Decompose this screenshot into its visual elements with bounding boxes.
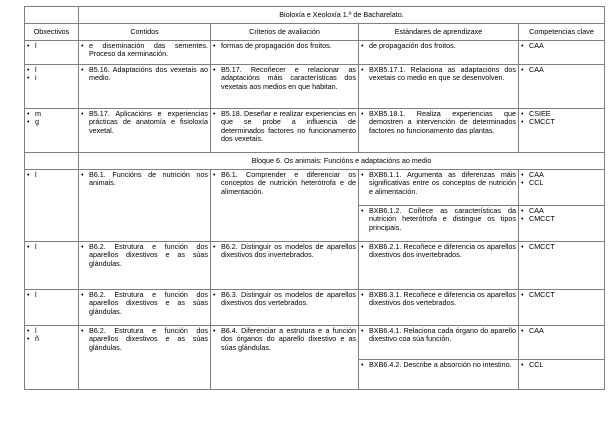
standards-cell — [359, 326, 519, 360]
standard-item: • BXB6.1.1. Argumenta as diferenzas máis significativas entre os conceptos de nutrición e alimentación. — [361, 171, 516, 196]
competences-cell — [519, 360, 605, 390]
content-item: • e diseminación das sementes. Proceso da xerminación. — [81, 42, 208, 59]
competences-cell — [519, 242, 605, 290]
competence-item: • CAA — [521, 66, 602, 74]
contents-cell — [79, 290, 211, 326]
criterion-item: • B5.18. Deseñar e realizar experiencias en que se probe a influencia de determinados factores no funcionamento dos vexetais. — [213, 110, 356, 144]
title-row — [25, 7, 605, 24]
competence-item: • CMCCT — [521, 243, 602, 251]
competence-item: • CCL — [521, 179, 602, 187]
table-row — [25, 290, 605, 326]
standard-item: • BXB6.4.2. Describe a absorción no intestino. — [361, 361, 516, 369]
competences-cell — [519, 290, 605, 326]
table-row — [25, 109, 605, 153]
table-row — [25, 65, 605, 109]
standards-cell — [359, 290, 519, 326]
table-row — [25, 326, 605, 360]
competence-item: • CAA — [521, 207, 602, 215]
objective-item: • l — [27, 171, 76, 179]
standards-cell — [359, 170, 519, 206]
table-title: Bioloxía e Xeoloxía 1.º de Bacharelato. — [79, 7, 605, 24]
criteria-cell — [211, 65, 359, 109]
competence-item: • CMCCT — [521, 118, 602, 126]
objectives-cell — [25, 170, 79, 242]
contents-cell — [79, 170, 211, 242]
competences-cell — [519, 206, 605, 242]
objective-item: • l — [27, 327, 76, 335]
content-item: • B6.1. Funcións de nutrición nos animais. — [81, 171, 208, 188]
contents-cell — [79, 326, 211, 390]
header-objectives: Obxectivos — [25, 24, 79, 41]
objective-item: • l — [27, 243, 76, 251]
contents-cell — [79, 41, 211, 65]
criterion-item: • B6.3. Distinguir os modelos de aparellos dixestivos dos vertebrados. — [213, 291, 356, 308]
competences-cell — [519, 65, 605, 109]
criteria-cell — [211, 170, 359, 242]
contents-cell — [79, 242, 211, 290]
content-item: • B6.2. Estrutura e función dos aparellos dixestivos e as súas glándulas. — [81, 243, 208, 268]
objectives-cell — [25, 65, 79, 109]
standard-item: • BXB5.18.1. Realiza experiencias que demostren a intervención de determinados factores no funcionamento das plantas. — [361, 110, 516, 135]
block-6-title: Bloque 6. Os animais: Funcións e adaptacións ao medio — [79, 153, 605, 170]
content-item: • B6.2. Estrutura e función dos aparellos dixestivos e as súas glándulas. — [81, 327, 208, 352]
table-row — [25, 41, 605, 65]
standards-cell — [359, 360, 519, 390]
criteria-cell — [211, 326, 359, 390]
competences-cell — [519, 41, 605, 65]
standards-cell — [359, 65, 519, 109]
header-standards: Estándares de aprendizaxe — [359, 24, 519, 41]
criterion-item: • formas de propagación dos froitos. — [213, 42, 356, 50]
competence-item: • CCL — [521, 361, 602, 369]
objectives-cell — [25, 326, 79, 390]
content-item: • B5.17. Aplicacións e experiencias prácticas de anatomía e fisioloxía vexetal. — [81, 110, 208, 135]
criteria-cell — [211, 242, 359, 290]
standards-cell — [359, 242, 519, 290]
criterion-item: • B6.1. Comprender e diferenciar os conceptos de nutrición heterótrofa e de alimentación. — [213, 171, 356, 196]
competence-item: • CMCCT — [521, 291, 602, 299]
objective-item: • l — [27, 66, 76, 74]
standard-item: • BXB6.2.1. Recoñece e diferencia os aparellos dixestivos dos invertebrados. — [361, 243, 516, 260]
objectives-cell — [25, 41, 79, 65]
standard-item: • de propagación dos froitos. — [361, 42, 516, 50]
title-blank-cell — [25, 7, 79, 24]
criteria-cell — [211, 290, 359, 326]
objectives-cell — [25, 109, 79, 153]
standard-item: • BXB6.4.1. Relaciona cada órgano do aparello dixestivo coa súa función. — [361, 327, 516, 344]
competence-item: • CAA — [521, 171, 602, 179]
competence-item: • CAA — [521, 327, 602, 335]
block-title-blank-cell — [25, 153, 79, 170]
standard-item: • BXB6.1.2. Coñece as características da nutrición heterótrofa e distingue os tipos principais. — [361, 207, 516, 232]
criteria-cell — [211, 41, 359, 65]
objectives-cell — [25, 242, 79, 290]
criterion-item: • B5.17. Recoñecer e relacionar as adaptacións máis características dos vexetais aos medios en que habitan. — [213, 66, 356, 91]
objective-item: • g — [27, 118, 76, 126]
criteria-cell — [211, 109, 359, 153]
competence-item: • CMCCT — [521, 215, 602, 223]
standards-cell — [359, 109, 519, 153]
contents-cell — [79, 65, 211, 109]
standard-item: • BXB6.3.1. Recoñece e diferencia os aparellos dixestivos dos vertebrados. — [361, 291, 516, 308]
header-competences: Competencias clave — [519, 24, 605, 41]
objective-item: • m — [27, 110, 76, 118]
competences-cell — [519, 326, 605, 360]
table-row — [25, 242, 605, 290]
standards-cell — [359, 206, 519, 242]
criterion-item: • B6.2. Distinguir os modelos de aparellos dixestivos dos invertebrados. — [213, 243, 356, 260]
block-title-row — [25, 153, 605, 170]
header-criteria: Criterios de avaliación — [211, 24, 359, 41]
curriculum-table — [24, 6, 605, 390]
curriculum-document — [24, 6, 605, 390]
content-item: • B6.2. Estrutura e función dos aparellos dixestivos e as súas glándulas. — [81, 291, 208, 316]
header-contents: Contidos — [79, 24, 211, 41]
standard-item: • BXB5.17.1. Relaciona as adaptacións dos vexetais co medio en que se desenvolven. — [361, 66, 516, 83]
objective-item: • l — [27, 291, 76, 299]
standards-cell — [359, 41, 519, 65]
content-item: • B5.16. Adaptacións dos vexetais ao medio. — [81, 66, 208, 83]
objective-item: • l — [27, 42, 76, 50]
header-row — [25, 24, 605, 41]
objective-item: • ñ — [27, 335, 76, 343]
competence-item: • CSIEE — [521, 110, 602, 118]
competence-item: • CAA — [521, 42, 602, 50]
objective-item: • i — [27, 74, 76, 82]
objectives-cell — [25, 290, 79, 326]
table-row — [25, 170, 605, 206]
criterion-item: • B6.4. Diferenciar a estrutura e a función dos órganos do aparello dixestivo e as súas glándulas. — [213, 327, 356, 352]
contents-cell — [79, 109, 211, 153]
competences-cell — [519, 170, 605, 206]
competences-cell — [519, 109, 605, 153]
